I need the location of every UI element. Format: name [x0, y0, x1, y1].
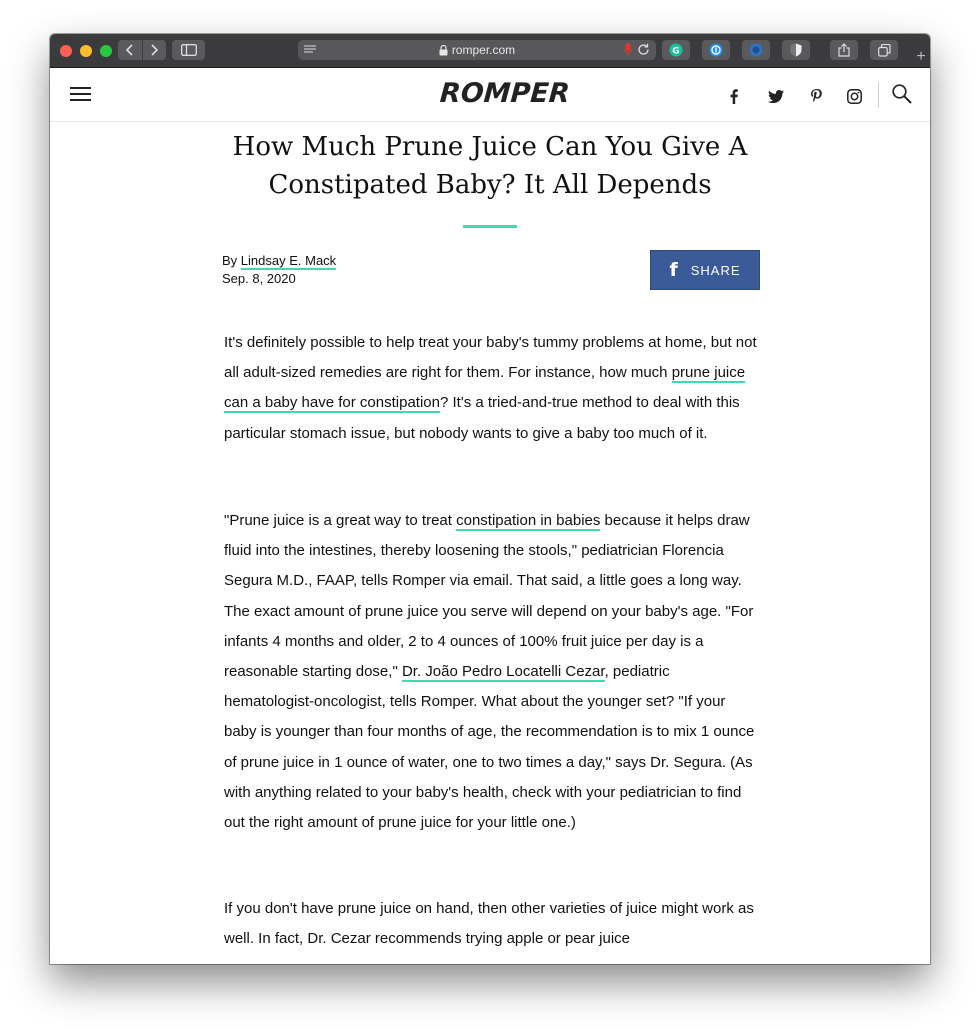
- search-icon[interactable]: [892, 84, 912, 109]
- site-logo[interactable]: ROMPER: [438, 78, 571, 109]
- paragraph-text: because it helps draw fluid into the intestines, thereby loosening the stools," pediatrician Florencia Segura M.D., FAAP, tells Romper via email. That said, a little goes a long way. The exact amount of prune juice you serve will depend on your baby's age. "For infants 4 months and older, 2 to 4 ounces of 100% fruit juice per day is a reasonable starting dose,": [224, 512, 754, 681]
- zoom-window-button[interactable]: [100, 45, 112, 57]
- paragraph-text: It's definitely possible to help treat your baby's tummy problems at home, but not all adult-sized remedies are right for them. For instance, how much: [224, 334, 757, 382]
- nav-buttons: [118, 40, 166, 60]
- article-paragraph: [224, 328, 758, 449]
- pinterest-icon[interactable]: [806, 86, 826, 106]
- reader-icon[interactable]: [304, 44, 316, 58]
- paragraph-text: If you don't have prune juice on hand, then other varieties of juice might work as well. In fact, Dr. Cezar recommends trying apple or pear juice: [224, 900, 754, 948]
- inline-link[interactable]: Dr. João Pedro Locatelli Cezar: [401, 663, 605, 681]
- url-text: romper.com: [451, 43, 516, 57]
- minimize-window-button[interactable]: [80, 45, 92, 57]
- by-prefix: By: [222, 253, 238, 268]
- grammarly-icon[interactable]: [662, 40, 690, 60]
- inline-link[interactable]: constipation in babies: [456, 512, 601, 529]
- close-window-button[interactable]: [60, 45, 72, 57]
- hamburger-menu-icon[interactable]: [70, 87, 91, 105]
- share-page-button[interactable]: [830, 40, 858, 60]
- instagram-icon[interactable]: [844, 86, 864, 106]
- password-manager-icon[interactable]: [702, 40, 730, 60]
- back-button[interactable]: [119, 40, 142, 60]
- svg-text:G: G: [672, 46, 680, 57]
- lock-icon: [439, 45, 448, 56]
- microphone-icon[interactable]: [624, 43, 632, 59]
- author-link[interactable]: Lindsay E. Mack: [240, 253, 337, 268]
- new-tab-button[interactable]: +: [916, 48, 926, 65]
- paragraph-text: ? It's a tried-and-true method to deal with this particular stomach issue, but nobody wants to give a baby too much of it.: [224, 394, 740, 442]
- article-paragraph: [224, 894, 758, 954]
- share-icon: [838, 43, 850, 57]
- chevron-left-icon: [126, 44, 134, 56]
- share-label: SHARE: [690, 262, 741, 278]
- paragraph-text: "Prune juice is a great way to treat: [224, 512, 457, 529]
- facebook-share-button[interactable]: [650, 250, 760, 290]
- sidebar-toggle-button[interactable]: [172, 40, 205, 60]
- inline-link[interactable]: prune juice can a baby have for constipation: [224, 364, 746, 412]
- article-paragraph: [224, 506, 758, 838]
- tab-overview-button[interactable]: [870, 40, 898, 60]
- chevron-right-icon: [150, 44, 158, 56]
- site-header: [50, 68, 930, 122]
- byline: [222, 252, 336, 288]
- browser-window: [50, 34, 930, 964]
- shield-icon[interactable]: [782, 40, 810, 60]
- address-bar[interactable]: [298, 40, 656, 60]
- header-divider: [878, 82, 879, 108]
- title-accent-line: [463, 225, 517, 228]
- forward-button[interactable]: [143, 40, 166, 60]
- browser-toolbar: [50, 34, 930, 68]
- article-title: How Much Prune Juice Can You Give A Constipated Baby? It All Depends: [232, 132, 748, 200]
- privacy-icon[interactable]: [742, 40, 770, 60]
- twitter-icon[interactable]: [766, 86, 786, 106]
- facebook-icon: f: [669, 259, 679, 281]
- publish-date: Sep. 8, 2020: [222, 271, 296, 286]
- tabs-icon: [878, 44, 891, 57]
- reload-icon[interactable]: [637, 43, 650, 59]
- paragraph-text: , pediatric hematologist-oncologist, tells Romper. What about the younger set? "If your baby is younger than four months of age, the recommendation is to mix 1 ounce of prune juice in 1 ounce of water, one to two times a day," says Dr. Segura. (As with anything related to your baby's health, check with your pediatrician to find out the right amount of prune juice for your little one.): [224, 663, 755, 832]
- sidebar-icon: [181, 44, 197, 56]
- facebook-icon[interactable]: [724, 86, 744, 106]
